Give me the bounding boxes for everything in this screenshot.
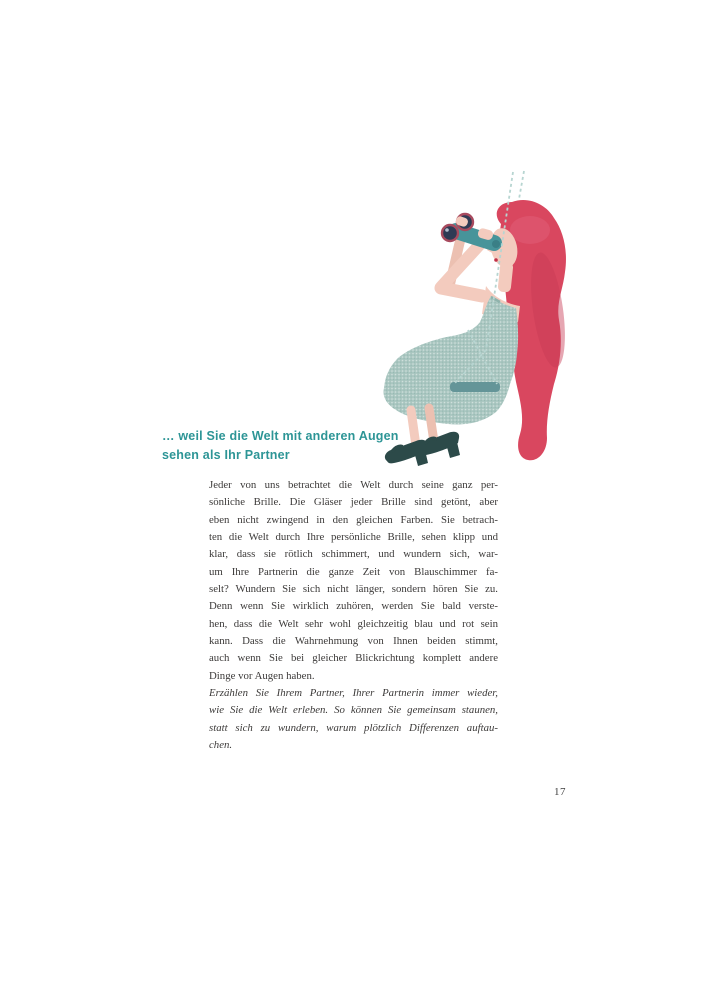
text-line: Dinge vor Augen haben. — [209, 669, 315, 682]
text-line-italic: wie Sie die Welt erleben. So können Sie gemeinsam staunen, — [209, 704, 498, 717]
text-line: ten die Welt durch Ihre persönliche Brille, sehen klipp und — [209, 531, 498, 544]
text-line: kann. Dass die Wahrnehmung von Ihnen beiden stimmt, — [209, 635, 498, 648]
binoculars-icon — [442, 214, 500, 248]
page-number: 17 — [554, 786, 566, 798]
text-line: um Ihre Partnerin die ganze Zeit von Blauschimmer fa- — [209, 565, 498, 578]
section-heading-line1: … weil Sie die Welt mit anderen Augen — [162, 429, 399, 443]
text-line: selt? Wundern Sie sich nicht länger, sondern hören Sie zu. — [209, 583, 498, 596]
text-line: Denn wenn Sie wirklich zuhören, werden Sie bald verste- — [209, 600, 498, 613]
woman-dress — [384, 296, 519, 425]
text-line-italic: Erzählen Sie Ihrem Partner, Ihrer Partnerin immer wieder, — [209, 687, 498, 700]
text-line: auch wenn Sie bei gleicher Blickrichtung komplett andere — [209, 652, 498, 665]
woman-on-swing-illustration — [370, 160, 580, 470]
section-heading — [162, 427, 417, 465]
swing-seat — [450, 382, 500, 392]
body-text-block — [209, 477, 498, 755]
text-line-italic: chen. — [209, 739, 233, 752]
section-heading-line2: sehen als Ihr Partner — [162, 448, 290, 462]
text-line-italic: statt sich zu wundern, warum plötzlich Differenzen auftau- — [209, 721, 498, 734]
text-line: eben nicht zwingend in den gleichen Farben. Sie betrach- — [209, 513, 498, 526]
text-line: klar, dass sie rötlich schimmert, und wundern sich, war- — [209, 548, 498, 561]
lips — [494, 258, 498, 262]
text-line: sönliche Brille. Die Gläser jeder Brille sind getönt, aber — [209, 496, 498, 509]
text-line: hen, dass die Welt sehr wohl gleichzeitig blau und rot sein — [209, 617, 498, 630]
text-line: Jeder von uns betrachtet die Welt durch seine ganz per- — [209, 479, 498, 491]
